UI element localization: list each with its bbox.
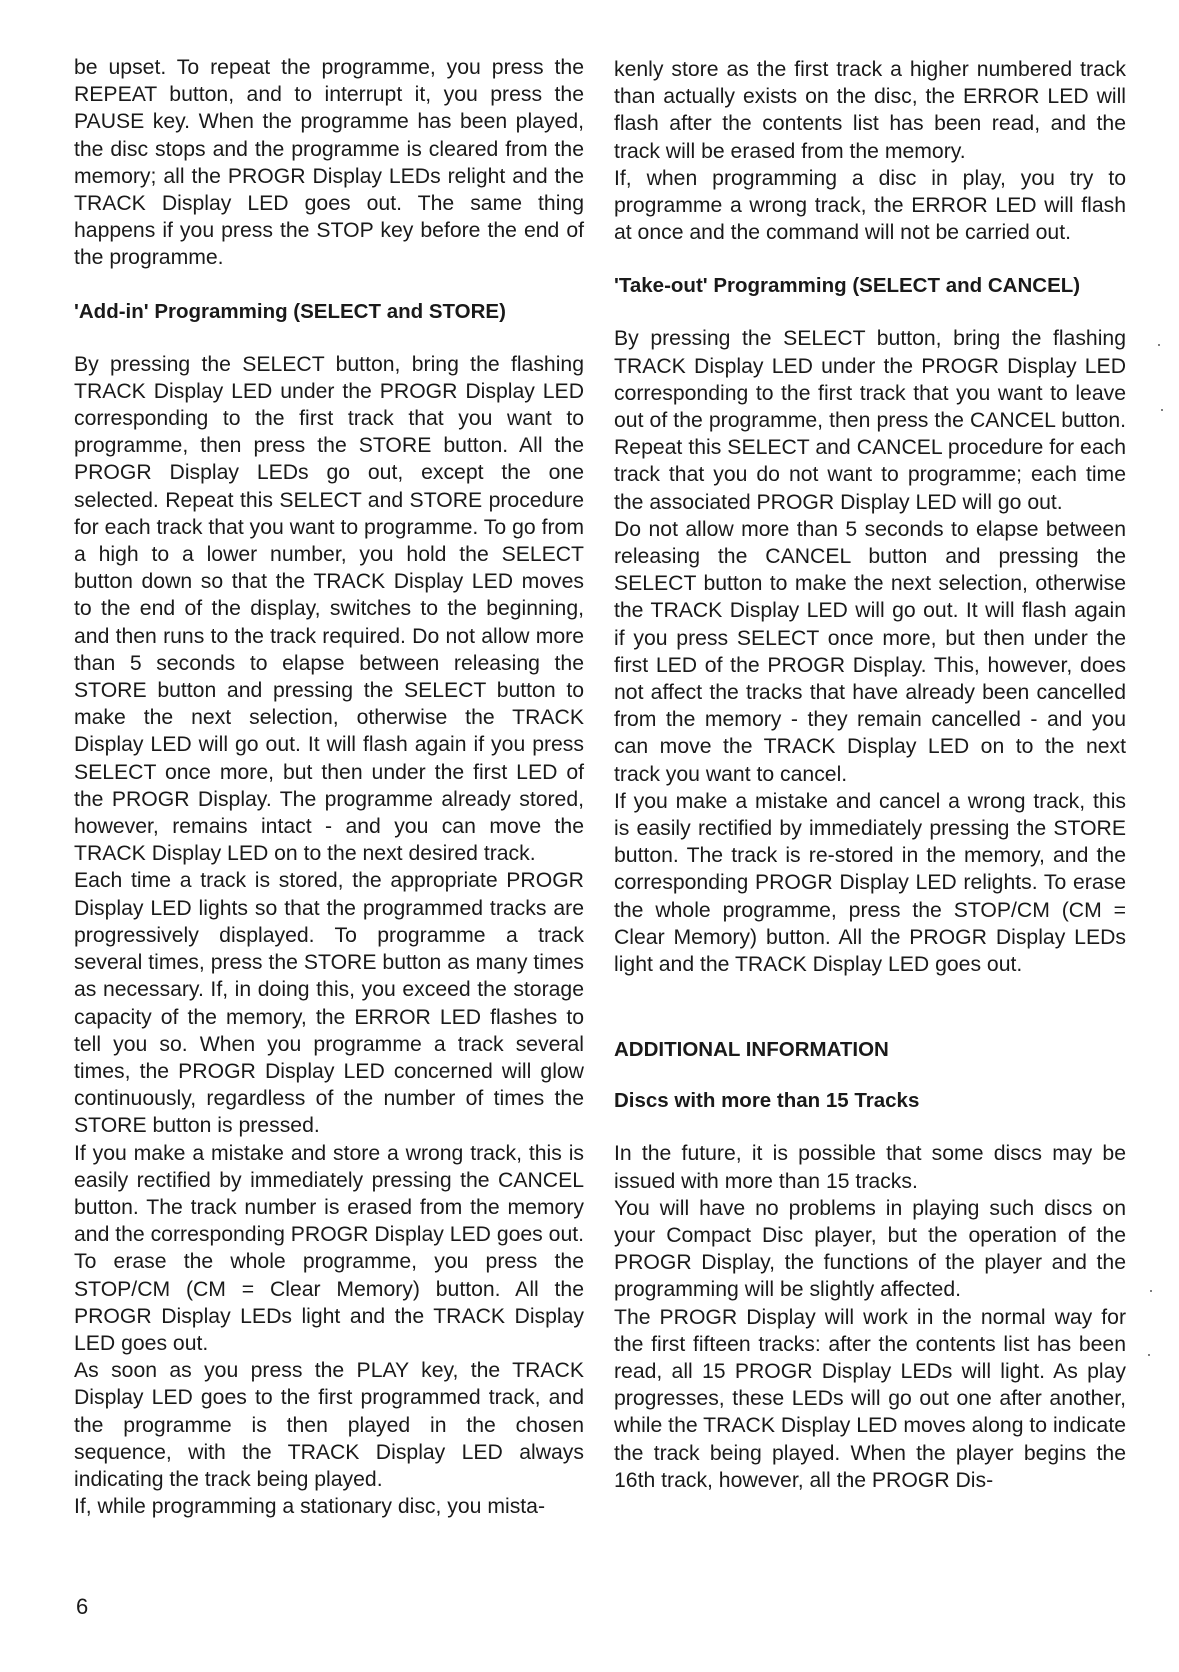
take-out-paragraph-3: If you make a mistake and cancel a wrong track, this is easily rectified by immediately pressing the STORE button. The track is re-stored in the memory, and the corresponding PROGR Display LED relights. To erase the whole programme, press the STOP/CM (CM = Clear Memory) button. All the PROGR Display LEDs light and the TRACK Display LED goes out. — [614, 789, 1126, 977]
discs-paragraph-2: You will have no problems in playing such discs on your Compact Disc player, but the operation of the PROGR Display, the functions of the player and the programming will be slightly affected. — [614, 1196, 1126, 1302]
add-in-paragraph-1: By pressing the SELECT button, bring the flashing TRACK Display LED under the PROGR Display LED corresponding to the first track that you want to programme, then press the STORE button. All the PROGR Display LEDs go out, except the one selected. Repeat this SELECT and STORE procedure for each track that you want to programme. To go from a high to a lower number, you hold the SELECT button down so that the TRACK Display LED moves to the end of the display, switches to the beginning, and then runs to the track required. Do not allow more than 5 seconds to elapse between releasing the STORE button and pressing the SELECT button to make the next selection, otherwise the TRACK Display LED will go out. It will flash again if you press SELECT once more, but then under the first LED of the PROGR Display. The programme already stored, however, remains intact - and you can move the TRACK Display LED on to the next desired track. — [74, 352, 584, 866]
right-intro-paragraph-2: If, when programming a disc in play, you try to programme a wrong track, the ERROR LED will flash at once and the command will not be carried out. — [614, 166, 1126, 245]
left-column — [74, 54, 584, 1520]
page-number: 6 — [76, 1594, 89, 1619]
scan-speck — [1148, 1354, 1150, 1356]
heading-take-out-programming: 'Take-out' Programming (SELECT and CANCEL) — [614, 274, 1081, 298]
heading-add-in-programming: 'Add-in' Programming (SELECT and STORE) — [74, 299, 506, 323]
heading-discs-more-than-15: Discs with more than 15 Tracks — [614, 1089, 920, 1113]
discs-paragraph-1: In the future, it is possible that some discs may be issued with more than 15 tracks. — [614, 1142, 1126, 1193]
scan-speck — [1150, 1290, 1152, 1292]
add-in-paragraph-2: Each time a track is stored, the appropriate PROGR Display LED lights so that the programmed tracks are progressively displayed. To programme a track several times, press the STORE button as many times as necessary. If, in doing this, you exceed the storage capacity of the memory, the ERROR LED flashes to tell you so. When you programme a track several times, the PROGR Display LED concerned will glow continuously, regardless of the number of times the STORE button is pressed. — [74, 869, 584, 1138]
add-in-paragraph-4: As soon as you press the PLAY key, the TRACK Display LED goes to the first programmed track, and the programme is then played in the chosen sequence, with the TRACK Display LED always indicating the track being played. — [74, 1359, 584, 1491]
left-intro-paragraph: be upset. To repeat the programme, you press the REPEAT button, and to interrupt it, you press the PAUSE key. When the programme has been played, the disc stops and the programme is cleared from the memory; all the PROGR Display LEDs relight and the TRACK Display LED goes out. The same thing happens if you press the STOP key before the end of the programme. — [74, 56, 584, 270]
add-in-paragraph-3: If you make a mistake and store a wrong track, this is easily rectified by immediately pressing the CANCEL button. The track number is erased from the memory and the corresponding PROGR Display LED goes out. To erase the whole programme, you press the STOP/CM (CM = Clear Memory) button. All the PROGR Display LEDs light and the TRACK Display LED goes out. — [74, 1141, 584, 1355]
discs-paragraph-3: The PROGR Display will work in the normal way for the first fifteen tracks: after the contents list has been read, all 15 PROGR Display LEDs will light. As play progresses, these LEDs will go out one after another, while the TRACK Display LED moves along to indicate the track being played. When the player begins the 16th track, however, all the PROGR Dis- — [614, 1305, 1126, 1492]
take-out-paragraph-1: By pressing the SELECT button, bring the flashing TRACK Display LED under the PROGR Display LED corresponding to the first track that you want to leave out of the programme, then press the CANCEL button. Repeat this SELECT and CANCEL procedure for each track that you do not want to programme; each time the associated PROGR Display LED will go out. — [614, 327, 1126, 514]
right-intro-paragraph: kenly store as the first track a higher numbered track than actually exists on the disc, the ERROR LED will flash after the contents list has been read, and the track will be erased from the memory. — [614, 58, 1126, 163]
right-column — [614, 56, 1126, 1494]
take-out-paragraph-2: Do not allow more than 5 seconds to elapse between releasing the CANCEL button and pressing the SELECT button to make the next selection, otherwise the TRACK Display LED will go out. It will flash again if you press SELECT once more, but then under the first LED of the PROGR Display. This, however, does not affect the tracks that have already been cancelled from the memory - they remain cancelled - and you can move the TRACK Display LED on to the next track you want to cancel. — [614, 517, 1126, 786]
scan-speck — [1161, 409, 1163, 411]
add-in-paragraph-5: If, while programming a stationary disc, you mista- — [74, 1495, 546, 1519]
scan-speck — [1158, 344, 1160, 346]
heading-additional-information: ADDITIONAL INFORMATION — [614, 1038, 889, 1062]
